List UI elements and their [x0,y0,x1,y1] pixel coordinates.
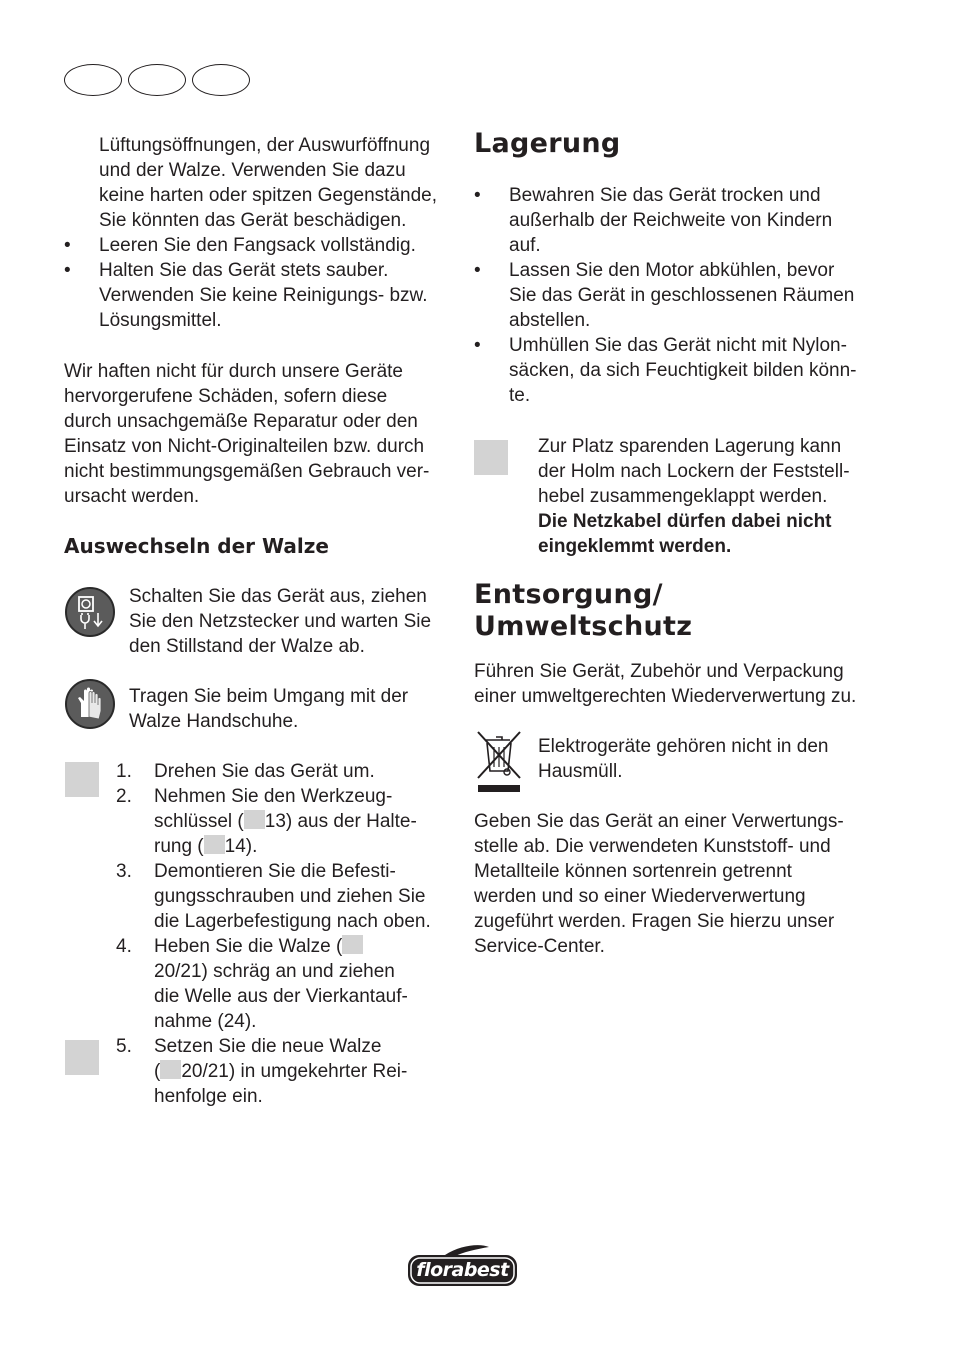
intro-paragraph [64,133,454,233]
text-line: Führen Sie Gerät, Zubehör und Verpackung [474,661,844,682]
text-fragment: 14). [224,836,258,857]
text-fragment: 20/21) in umgekehrter Rei- [181,1061,408,1082]
text-line: zugeführt werden. Fragen Sie hierzu unser [474,911,835,932]
left-column [64,133,454,333]
list-item [116,934,461,1034]
figure-ref-marker [342,935,363,954]
text-line: Umhüllen Sie das Gerät nicht mit Nylon- [509,335,847,356]
liability-paragraph [64,359,454,509]
text-line: keine harten oder spitzen Gegenstände, [99,185,438,206]
language-oval-3 [192,64,250,96]
fold-instruction [538,434,878,559]
text-line: der Holm nach Lockern der Feststell- [538,461,850,482]
text-line: Service-Center. [474,936,605,957]
text-line: Lüftungsöffnungen, der Auswurföffnung [99,135,431,156]
list-item [116,859,461,934]
text-line: hebel zusammengeklappt werden. [538,486,828,507]
list-item [116,784,461,859]
gloves-icon [65,679,115,729]
disposal-intro [474,659,894,709]
step-number: 3. [116,861,132,882]
text-line: 20/21) schräg an und ziehen [154,961,395,982]
list-item [116,1034,461,1109]
step-number: 1. [116,761,132,782]
text-line: Walze Handschuhe. [129,711,299,732]
list-item [474,258,874,333]
unplug-icon [65,587,115,637]
text-line: einer umweltgerechten Wiederverwertung zu. [474,686,857,707]
text-line: Metallteile können sortenrein getrennt [474,861,792,882]
text-fragment: 13) aus der Halte- [264,811,417,832]
text-line: Lassen Sie den Motor abkühlen, bevor [509,260,835,281]
steps-list [116,759,461,1109]
bullet-icon: • [64,235,71,256]
bullet-icon: • [474,185,481,206]
text-line [154,934,461,959]
text-line: werden und so einer Wiederverwertung [474,886,806,907]
text-line: außerhalb der Reichweite von Kindern [509,210,833,231]
text-line: die Welle aus der Vierkantauf- [154,986,408,1007]
language-oval-1 [64,64,122,96]
text-line: Verwenden Sie keine Reinigungs- bzw. [99,285,428,306]
text-line: Lösungsmittel. [99,310,222,331]
heading-line: Umweltschutz [474,611,693,642]
list-item [116,759,461,784]
text-line: henfolge ein. [154,1086,263,1107]
text-line: Tragen Sie beim Umgang mit der [129,686,409,707]
section-heading-roller: Auswechseln der Walze [64,534,329,558]
language-oval-2 [128,64,186,96]
text-line: durch unsachgemäße Reparatur oder den [64,411,418,432]
text-line: säcken, da sich Feuchtigkeit bilden könn- [509,360,857,381]
service-paragraph [474,809,894,959]
text-line: Halten Sie das Gerät stets sauber. [99,260,389,281]
storage-heading: Lagerung [474,128,621,159]
text-line [154,809,461,834]
text-line: gungsschrauben und ziehen Sie [154,886,426,907]
figure-ref-marker [160,1060,181,1079]
text-line: Einsatz von Nicht-Originalteilen bzw. durch [64,436,425,457]
bullet-icon: • [64,260,71,281]
figure-ref-marker [204,835,225,854]
text-line [154,1059,461,1084]
list-item [64,233,454,258]
step-number: 5. [116,1036,132,1057]
text-line [154,834,461,859]
gloves-instruction [129,684,459,734]
step-number: 4. [116,936,132,957]
text-line: auf. [509,235,541,256]
list-item [474,333,874,408]
figure-reference-box [65,762,99,797]
text-fragment: rung ( [154,836,204,857]
text-line: Sie könnten das Gerät beschädigen. [99,210,407,231]
warning-text-line: eingeklemmt werden. [538,536,732,557]
text-line: Hausmüll. [538,761,623,782]
list-item [64,258,454,333]
storage-list [474,183,874,408]
text-line: Setzen Sie die neue Walze [154,1036,382,1057]
figure-reference-box [474,440,508,475]
text-line: die Lagerbefestigung nach oben. [154,911,431,932]
text-line: den Stillstand der Walze ab. [129,636,365,657]
text-line: Bewahren Sie das Gerät trocken und [509,185,821,206]
text-line: Zur Platz sparenden Lagerung kann [538,436,842,457]
weee-notice [538,734,878,784]
text-line: Leeren Sie den Fangsack vollständig. [99,235,416,256]
text-line: Sie den Netzstecker und warten Sie [129,611,432,632]
crossed-out-bin-icon [474,728,524,794]
text-line: nahme (24). [154,1011,257,1032]
text-line: Wir haften nicht für durch unsere Geräte [64,361,403,382]
step-number: 2. [116,786,132,807]
text-line: nicht bestimmungsgemäßen Gebrauch ver- [64,461,430,482]
text-line: hervorgerufene Schäden, sofern diese [64,386,388,407]
text-fragment: Heben Sie die Walze ( [154,936,343,957]
text-line: Nehmen Sie den Werkzeug- [154,786,393,807]
figure-ref-marker [244,810,265,829]
text-line: Drehen Sie das Gerät um. [154,761,375,782]
text-line: Demontieren Sie die Befesti- [154,861,396,882]
bullet-icon: • [474,335,481,356]
logo-text: florabest [416,1259,509,1281]
text-line: stelle ab. Die verwendeten Kunststoff- und [474,836,831,857]
text-line: und der Walze. Verwenden Sie dazu [99,160,406,181]
florabest-logo [405,1243,520,1289]
text-line: abstellen. [509,310,591,331]
disposal-heading [474,579,692,643]
text-line: Geben Sie das Gerät an einer Verwertungs- [474,811,844,832]
heading-line: Entsorgung/ [474,579,663,610]
list-item [474,183,874,258]
text-line: ursacht werden. [64,486,200,507]
bullet-icon: • [474,260,481,281]
text-fragment: ( [154,1061,161,1082]
text-line: te. [509,385,531,406]
text-line: Sie das Gerät in geschlossenen Räumen [509,285,855,306]
text-fragment: schlüssel ( [154,811,244,832]
unplug-instruction [129,584,459,659]
text-line: Elektrogeräte gehören nicht in den [538,736,829,757]
text-line: Schalten Sie das Gerät aus, ziehen [129,586,427,607]
warning-text-line: Die Netzkabel dürfen dabei nicht [538,511,832,532]
figure-reference-box [65,1040,99,1075]
